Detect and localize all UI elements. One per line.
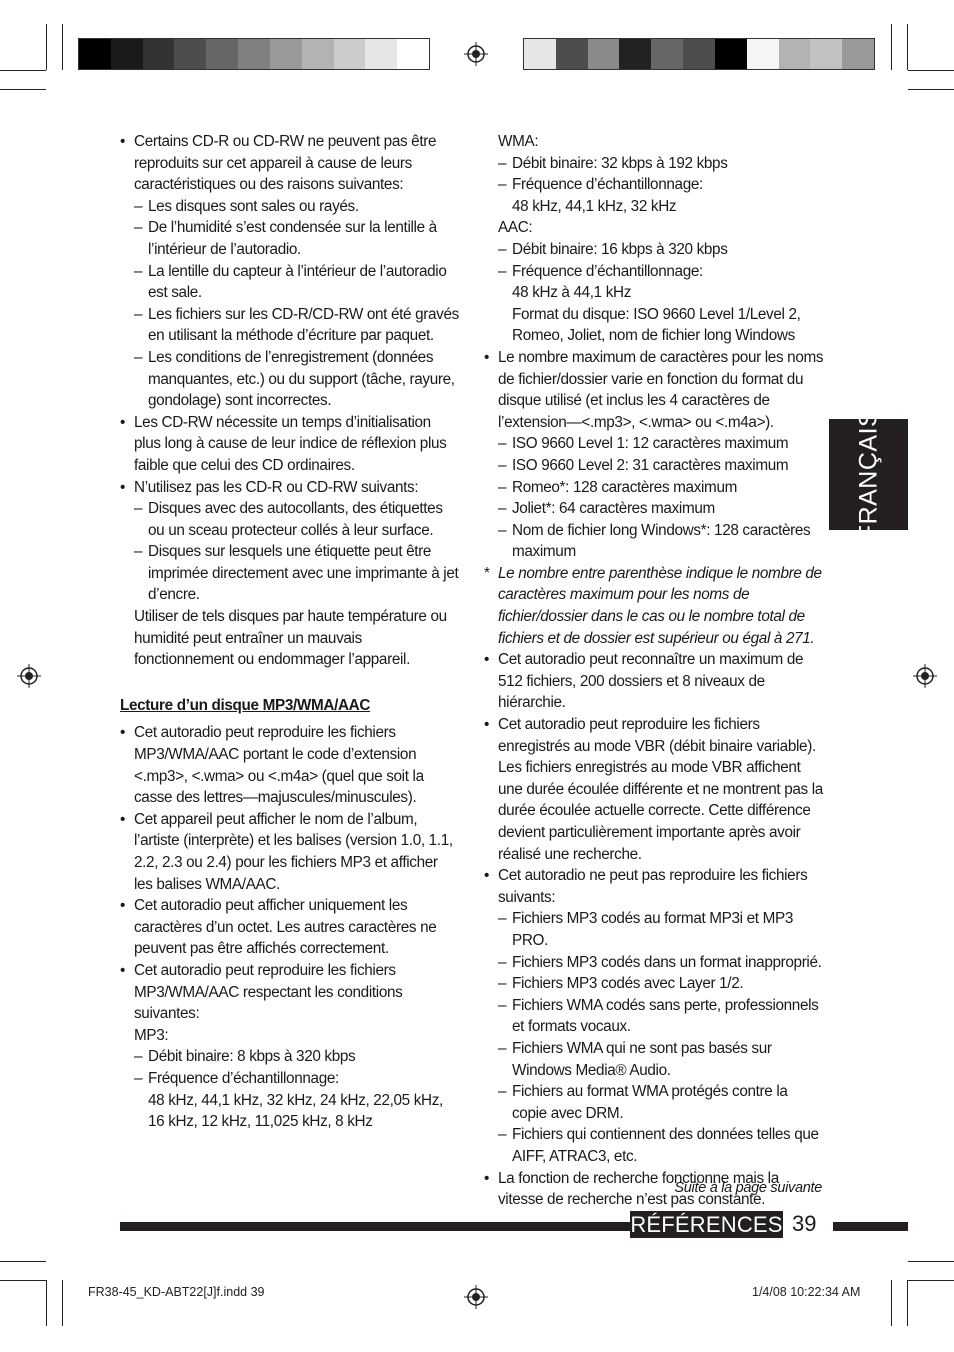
dash-item: – Débit binaire: 8 kbps à 320 kbps bbox=[120, 1046, 460, 1068]
paragraph-item: 48 kHz, 44,1 kHz, 32 kHz, 24 kHz, 22,05 kHz, bbox=[148, 1091, 443, 1109]
dash-item: – Fréquence d’échantillonnage: bbox=[484, 261, 826, 283]
color-swatch bbox=[683, 39, 715, 69]
language-tab bbox=[829, 409, 908, 540]
color-swatch bbox=[397, 39, 429, 69]
registration-mark-icon bbox=[913, 664, 937, 688]
color-swatch bbox=[842, 39, 874, 69]
color-swatch bbox=[715, 39, 747, 69]
footer-file-info: FR38-45_KD-ABT22[J]f.indd 39 bbox=[88, 1285, 265, 1299]
crop-mark bbox=[46, 24, 47, 70]
bullet-item: • Cet autoradio peut reproduire les fichiers MP3/WMA/AAC portant le code d’extension <.mp3>, <.wma> ou <.m4a> (quel que soit la casse des lettres—majuscules/minuscules). bbox=[120, 722, 460, 808]
dash-item: – Romeo*: 128 caractères maximum bbox=[484, 477, 826, 499]
section-label: RÉFÉRENCES bbox=[630, 1212, 783, 1237]
dash-item: – Les disques sont sales ou rayés. bbox=[120, 196, 460, 218]
left-item-list bbox=[120, 131, 460, 671]
dash-item: – Disques sur lesquels une étiquette peut être imprimée directement avec une imprimante à jet d’encre. bbox=[120, 541, 460, 606]
dash-item: – Fichiers au format WMA protégés contre la copie avec DRM. bbox=[484, 1081, 826, 1124]
crop-mark bbox=[908, 1280, 954, 1281]
paragraph-item: 48 kHz à 44,1 kHz bbox=[512, 284, 632, 302]
dash-item: – Fichiers WMA codés sans perte, professionnels et formats vocaux. bbox=[484, 995, 826, 1038]
color-swatch bbox=[810, 39, 842, 69]
page-number: 39 bbox=[792, 1211, 817, 1236]
dash-item: – Débit binaire: 16 kbps à 320 kbps bbox=[484, 239, 826, 261]
dash-item: – Fichiers WMA qui ne sont pas basés sur Windows Media® Audio. bbox=[484, 1038, 826, 1081]
dash-item: – De l’humidité s’est condensée sur la lentille à l’intérieur de l’autoradio. bbox=[120, 217, 460, 260]
color-swatch bbox=[334, 39, 366, 69]
dash-item: – ISO 9660 Level 1: 12 caractères maximum bbox=[484, 433, 826, 455]
paragraph-item: Format du disque: ISO 9660 Level 1/Level 2, Romeo, Joliet, nom de fichier long Windows bbox=[512, 305, 801, 345]
color-swatch bbox=[206, 39, 238, 69]
bullet-item: • Cet autoradio peut reproduire les fichiers enregistrés au mode VBR (débit binaire variable). bbox=[484, 714, 826, 757]
crop-mark bbox=[0, 70, 46, 71]
crop-mark bbox=[0, 1261, 46, 1262]
color-bar-right bbox=[523, 38, 875, 70]
bullet-item: • Cet appareil peut afficher le nom de l’album, l’artiste (interprète) et les balises (version 1.0, 1.1, 2.2, 2.3 ou 2.4) pour les fichiers MP3 et afficher les balises WMA/AAC. bbox=[120, 809, 460, 895]
paragraph-item: AAC: bbox=[498, 219, 533, 237]
bullet-item: • Cet autoradio peut afficher uniquement les caractères d’un octet. Les autres caractères ne peuvent pas être affichés correctement. bbox=[120, 895, 460, 960]
crop-mark bbox=[908, 1261, 954, 1262]
color-swatch bbox=[556, 39, 588, 69]
dash-item: – Joliet*: 64 caractères maximum bbox=[484, 498, 826, 520]
paragraph-item: Les fichiers enregistrés au mode VBR affichent une durée écoulée différente et ne montrent pas la durée écoulée actuelle correcte. Cette différence devient particulièrement importante après avoir réalisé une recherche. bbox=[498, 759, 823, 863]
dash-item: – Débit binaire: 32 kbps à 192 kbps bbox=[484, 153, 826, 175]
color-swatch bbox=[588, 39, 620, 69]
bullet-item: • La fonction de recherche fonctionne mais la vitesse de recherche n’est pas constante. bbox=[484, 1168, 826, 1211]
dash-item: – Les fichiers sur les CD-R/CD-RW ont été gravés en utilisant la méthode d’écriture par paquet. bbox=[120, 304, 460, 347]
dash-item: – Fichiers MP3 codés au format MP3i et MP3 PRO. bbox=[484, 908, 826, 951]
bullet-item: • Le nombre maximum de caractères pour les noms de fichier/dossier varie en fonction du format du disque utilisé (et inclus les 4 caractères de l’extension—<.mp3>, <.wma> ou <.m4a>). bbox=[484, 347, 826, 433]
crop-mark bbox=[62, 1280, 63, 1326]
crop-mark bbox=[907, 24, 908, 70]
paragraph-item: 48 kHz, 44,1 kHz, 32 kHz bbox=[512, 197, 677, 215]
color-swatch bbox=[79, 39, 111, 69]
dash-item: – Disques avec des autocollants, des étiquettes ou un sceau protecteur collés à leur surface. bbox=[120, 498, 460, 541]
footer-rule-left bbox=[120, 1222, 630, 1231]
color-swatch bbox=[302, 39, 334, 69]
color-swatch bbox=[174, 39, 206, 69]
bullet-item: • Les CD-RW nécessite un temps d’initialisation plus long à cause de leur indice de réflexion plus faible que celui des CD ordinaires. bbox=[120, 412, 460, 477]
bullet-item: • Certains CD-R ou CD-RW ne peuvent pas être reproduits sur cet appareil à cause de leurs caractéristiques ou des raisons suivantes: bbox=[120, 131, 460, 196]
crop-mark bbox=[46, 1280, 47, 1326]
left-item-list-2 bbox=[120, 722, 460, 1132]
color-swatch bbox=[747, 39, 779, 69]
continued-note: Suite à la page suivante bbox=[674, 1180, 822, 1196]
language-tab-label: FRANÇAIS bbox=[854, 409, 882, 540]
dash-item: – Nom de fichier long Windows*: 128 caractères maximum bbox=[484, 520, 826, 563]
crop-mark bbox=[891, 1280, 892, 1326]
registration-mark-icon bbox=[464, 1285, 488, 1309]
registration-mark-icon bbox=[17, 664, 41, 688]
color-swatch bbox=[365, 39, 397, 69]
bullet-item: • Cet autoradio ne peut pas reproduire les fichiers suivants: bbox=[484, 865, 826, 908]
color-swatch bbox=[524, 39, 556, 69]
footer-rule-right bbox=[833, 1222, 908, 1231]
color-swatch bbox=[619, 39, 651, 69]
right-item-list bbox=[484, 131, 826, 1211]
registration-mark-icon bbox=[464, 42, 488, 66]
crop-mark bbox=[908, 70, 954, 71]
dash-item: – Fichiers MP3 codés dans un format inapproprié. bbox=[484, 952, 826, 974]
crop-mark bbox=[891, 24, 892, 70]
color-swatch bbox=[111, 39, 143, 69]
crop-mark bbox=[0, 1280, 46, 1281]
color-swatch bbox=[651, 39, 683, 69]
bullet-item: • N’utilisez pas les CD-R ou CD-RW suivants: bbox=[120, 477, 460, 499]
dash-item: – ISO 9660 Level 2: 31 caractères maximum bbox=[484, 455, 826, 477]
dash-item: – Fichiers qui contiennent des données telles que AIFF, ATRAC3, etc. bbox=[484, 1124, 826, 1167]
left-column bbox=[120, 131, 460, 1133]
dash-item: – Fréquence d’échantillonnage: bbox=[120, 1068, 460, 1090]
paragraph-item: MP3: bbox=[134, 1026, 169, 1044]
crop-mark bbox=[62, 24, 63, 70]
color-swatch bbox=[779, 39, 811, 69]
bullet-item: • Cet autoradio peut reconnaître un maximum de 512 fichiers, 200 dossiers et 8 niveaux de hiérarchie. bbox=[484, 649, 826, 714]
color-swatch bbox=[238, 39, 270, 69]
color-bar-left bbox=[78, 38, 430, 70]
bullet-item: • Cet autoradio peut reproduire les fichiers MP3/WMA/AAC respectant les conditions suivantes: bbox=[120, 960, 460, 1025]
dash-item: – Fréquence d’échantillonnage: bbox=[484, 174, 826, 196]
paragraph-item: 16 kHz, 12 kHz, 11,025 kHz, 8 kHz bbox=[148, 1113, 373, 1131]
section-heading: Lecture d’un disque MP3/WMA/AAC bbox=[120, 696, 371, 714]
dash-item: – Fichiers MP3 codés avec Layer 1/2. bbox=[484, 973, 826, 995]
paragraph-item: Utiliser de tels disques par haute température ou humidité peut entraîner un mauvais fonctionnement ou endommager l’appareil. bbox=[134, 608, 447, 669]
footer-date: 1/4/08 10:22:34 AM bbox=[752, 1285, 861, 1299]
color-swatch bbox=[143, 39, 175, 69]
crop-mark bbox=[907, 1280, 908, 1326]
color-swatch bbox=[270, 39, 302, 69]
right-column bbox=[484, 131, 826, 1211]
paragraph-item: WMA: bbox=[498, 133, 539, 150]
dash-item: – Les conditions de l’enregistrement (données manquantes, etc.) ou du support (tâche, rayure, gondolage) sont incorrectes. bbox=[120, 347, 460, 412]
crop-mark bbox=[0, 89, 46, 90]
crop-mark bbox=[908, 89, 954, 90]
footnote-item: * Le nombre entre parenthèse indique le nombre de caractères maximum pour les noms de fichier/dossier dans le cas ou le nombre total de fichiers et de dossier est supérieur ou égal à 271. bbox=[484, 563, 826, 649]
dash-item: – La lentille du capteur à l’intérieur de l’autoradio est sale. bbox=[120, 261, 460, 304]
